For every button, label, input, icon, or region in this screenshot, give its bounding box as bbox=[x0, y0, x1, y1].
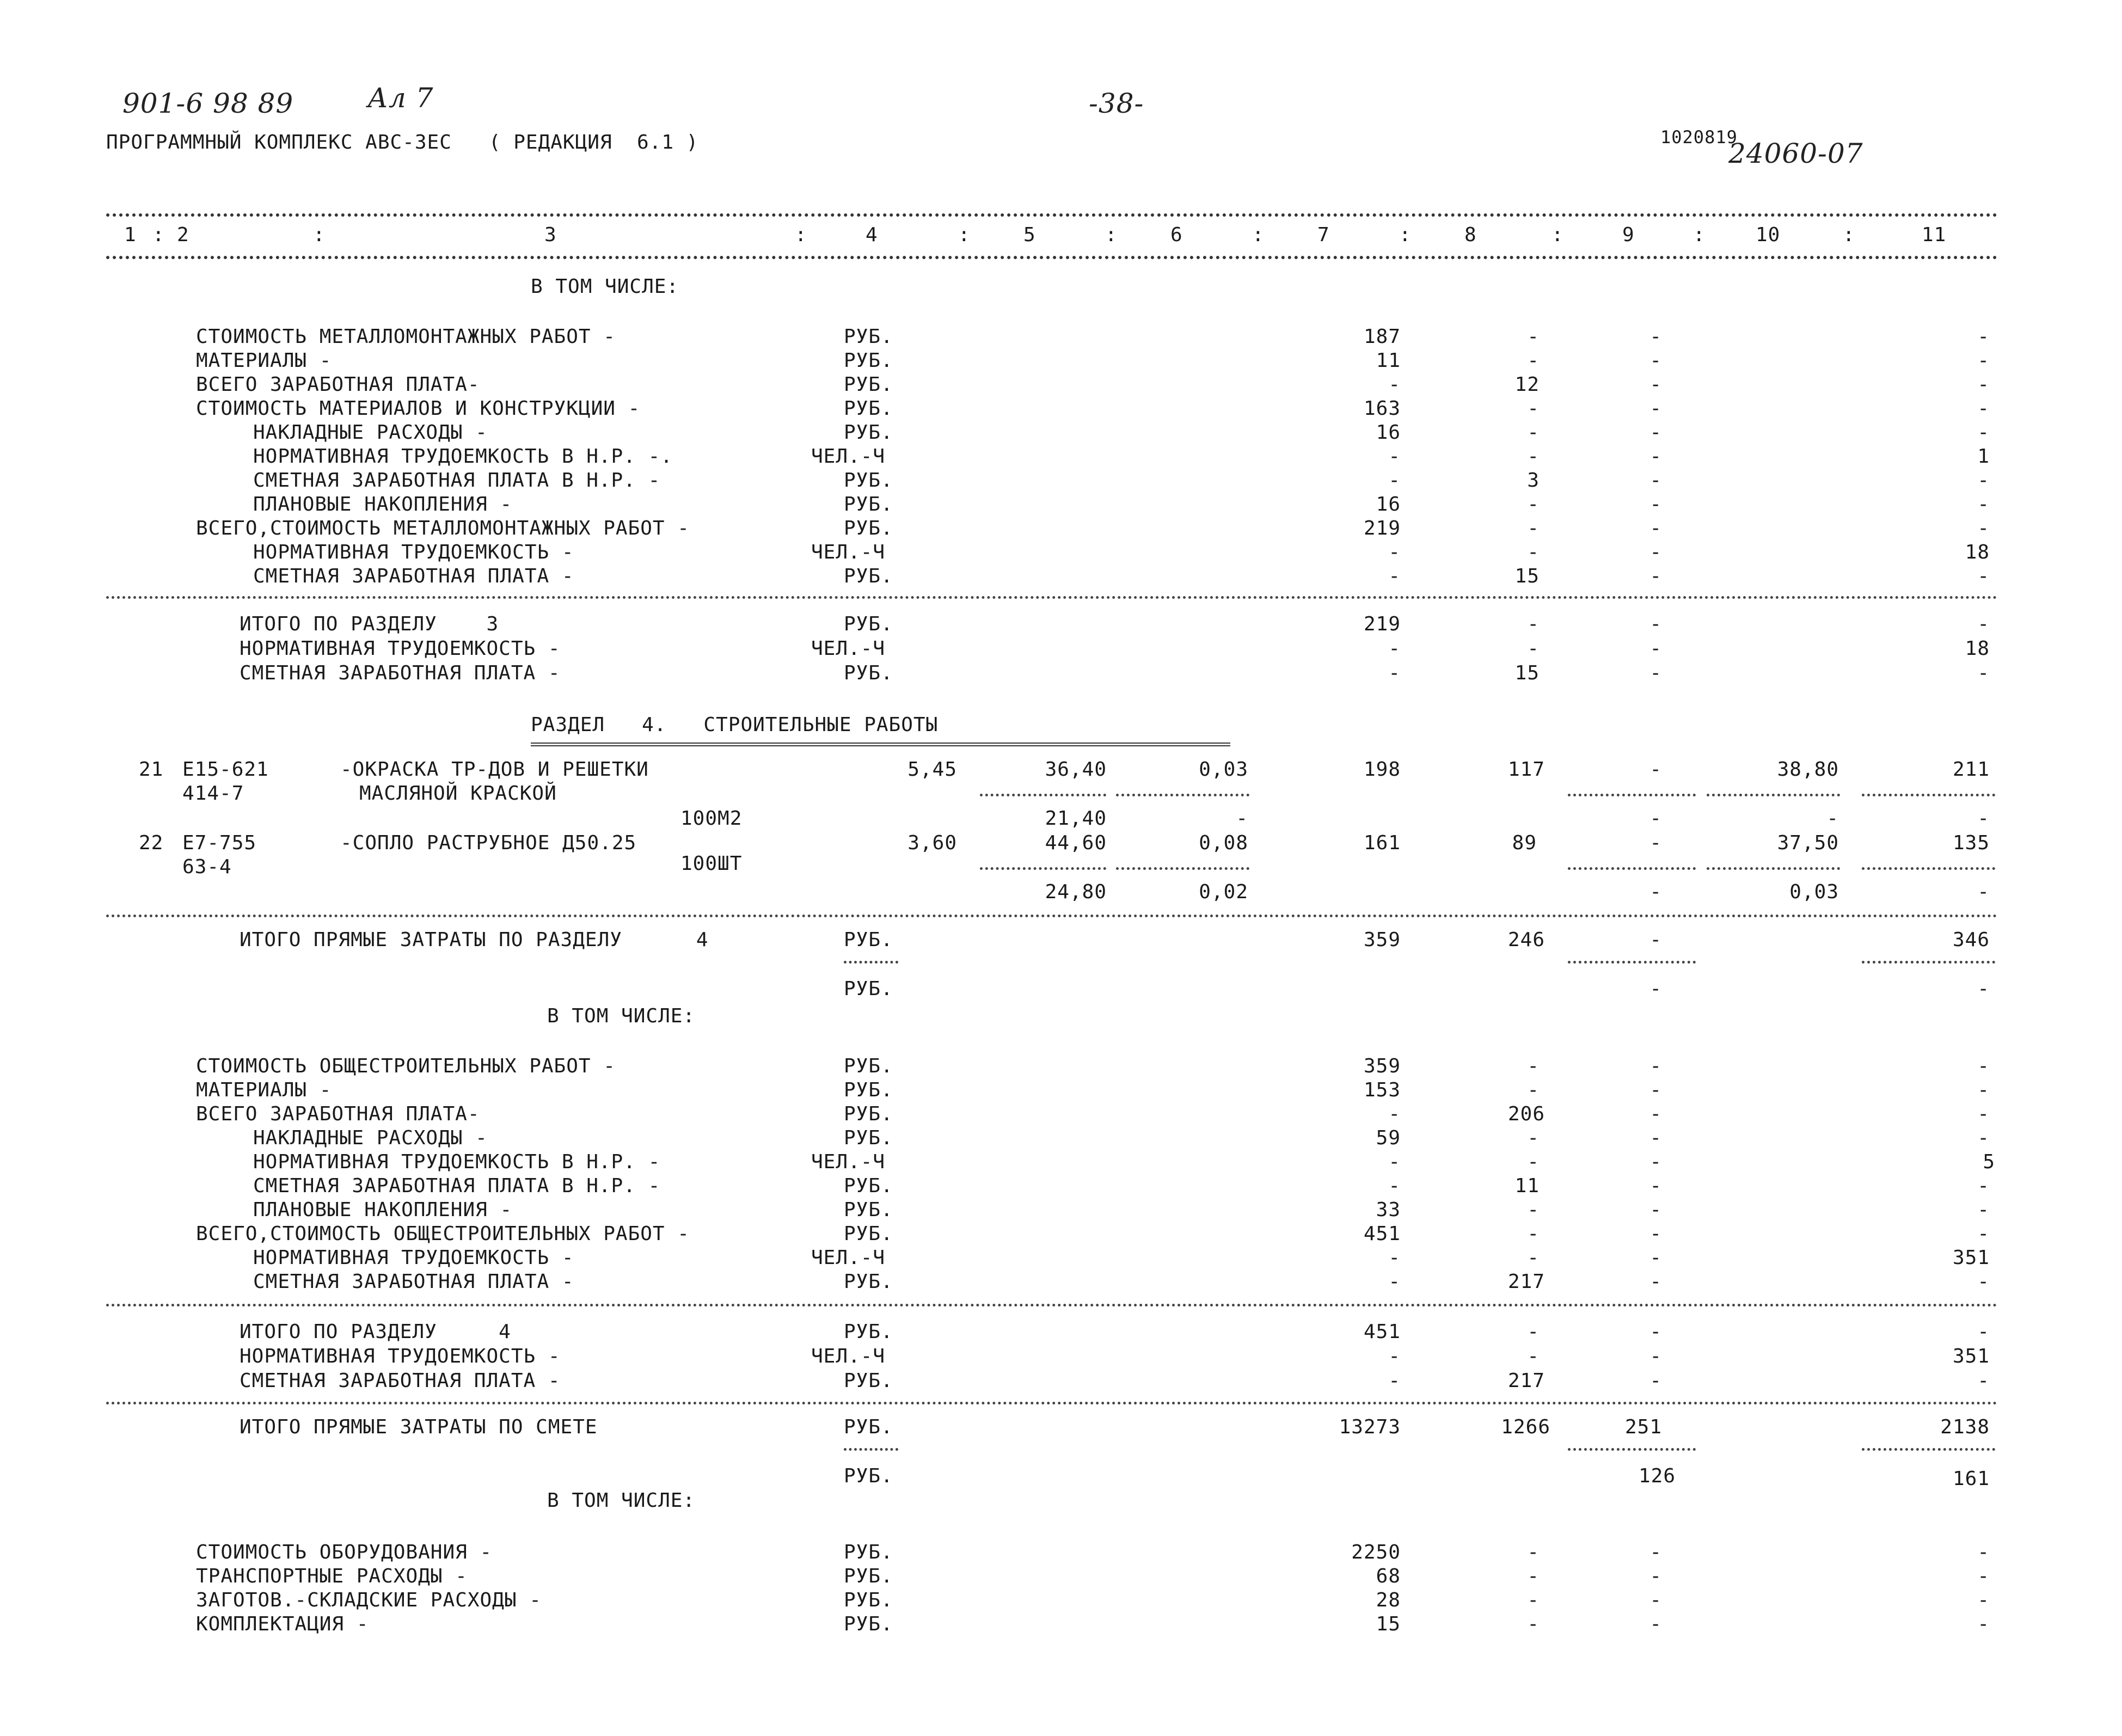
col9-value: - bbox=[1649, 445, 1662, 468]
row-label: ПЛАНОВЫЕ НАКОПЛЕНИЯ - bbox=[253, 1199, 513, 1221]
col11-wage-value: - bbox=[1977, 881, 1990, 903]
row-unit: РУБ. bbox=[844, 1370, 893, 1392]
col7-value: - bbox=[1388, 1345, 1401, 1367]
col-header-9: 9 bbox=[1622, 224, 1635, 246]
section4-title: РАЗДЕЛ 4. СТРОИТЕЛЬНЫЕ РАБОТЫ bbox=[531, 714, 939, 736]
col11-value: - bbox=[1977, 1079, 1990, 1101]
col8-value: - bbox=[1527, 326, 1540, 348]
col8-value: - bbox=[1527, 421, 1540, 444]
col8-value: - bbox=[1527, 517, 1540, 539]
col7-value: 198 bbox=[1363, 758, 1401, 781]
col-header-10: 10 bbox=[1756, 224, 1781, 246]
row-label: СМЕТНАЯ ЗАРАБОТНАЯ ПЛАТА - bbox=[240, 1370, 561, 1392]
col9-value: - bbox=[1649, 832, 1662, 854]
subline bbox=[1568, 961, 1696, 964]
col8-value: - bbox=[1527, 1565, 1540, 1587]
row-unit: РУБ. bbox=[844, 493, 893, 516]
col9-value: - bbox=[1649, 662, 1662, 684]
col11-value: - bbox=[1977, 662, 1990, 684]
col-header-11: 11 bbox=[1922, 224, 1947, 246]
item-number: 21 bbox=[139, 758, 164, 781]
col7-value: - bbox=[1388, 469, 1401, 492]
row-unit: РУБ. bbox=[844, 1055, 893, 1077]
row-unit: РУБ. bbox=[844, 1416, 893, 1438]
col-header-3: 3 bbox=[544, 224, 557, 246]
header-top-rule bbox=[106, 213, 1998, 217]
row-label: ИТОГО ПО РАЗДЕЛУ 3 bbox=[240, 613, 499, 635]
row-unit: РУБ. bbox=[844, 1613, 893, 1635]
col-sep: : bbox=[1693, 224, 1706, 246]
subline bbox=[1707, 867, 1840, 870]
row-label: ВСЕГО,СТОИМОСТЬ МЕТАЛЛОМОНТАЖНЫХ РАБОТ - bbox=[196, 517, 690, 539]
col11-value: 135 bbox=[1952, 832, 1990, 854]
col7-value: 451 bbox=[1363, 1321, 1401, 1343]
subline bbox=[1568, 867, 1696, 870]
col8-value: - bbox=[1527, 1223, 1540, 1245]
col11-value: 351 bbox=[1952, 1345, 1990, 1367]
section-rule bbox=[106, 1304, 1998, 1306]
col11-value: 18 bbox=[1965, 637, 1990, 660]
subline bbox=[1862, 961, 1995, 964]
subline bbox=[1707, 794, 1840, 796]
col7-value: 16 bbox=[1376, 421, 1401, 444]
col9-wage-value: - bbox=[1649, 807, 1662, 830]
col8-value: - bbox=[1527, 1247, 1540, 1269]
col9-value: - bbox=[1649, 637, 1662, 660]
col11-value: - bbox=[1977, 397, 1990, 420]
item-unit: 100М2 bbox=[680, 807, 743, 830]
row-label: НОРМАТИВНАЯ ТРУДОЕМКОСТЬ В Н.Р. - bbox=[253, 1151, 661, 1173]
col9-wage-value: - bbox=[1649, 978, 1662, 1000]
row-unit: РУБ. bbox=[844, 1223, 893, 1245]
program-title: ПРОГРАММНЫЙ КОМПЛЕКС АВС-ЗЕС ( РЕДАКЦИЯ 6.1 ) bbox=[106, 131, 699, 154]
in-that-number-label: В ТОМ ЧИСЛЕ: bbox=[547, 1489, 696, 1512]
col-sep: : bbox=[152, 224, 165, 246]
row-unit: ЧЕЛ.-Ч bbox=[811, 637, 886, 660]
col11-value: - bbox=[1977, 1199, 1990, 1221]
row-unit: ЧЕЛ.-Ч bbox=[811, 1345, 886, 1367]
row-unit: ЧЕЛ.-Ч bbox=[811, 1247, 886, 1269]
col7-value: - bbox=[1388, 1370, 1401, 1392]
col8-value: - bbox=[1527, 1589, 1540, 1611]
col9-value: - bbox=[1649, 1247, 1662, 1269]
subline bbox=[1862, 867, 1995, 870]
col9-wage-value: 126 bbox=[1638, 1465, 1676, 1487]
col11-value: - bbox=[1977, 1541, 1990, 1563]
col9-value: - bbox=[1649, 326, 1662, 348]
row-label: ИТОГО ПРЯМЫЕ ЗАТРАТЫ ПО СМЕТЕ bbox=[240, 1416, 598, 1438]
col-sep: : bbox=[1551, 224, 1564, 246]
col-header-6: 6 bbox=[1170, 224, 1183, 246]
col9-value: - bbox=[1649, 1103, 1662, 1125]
row-label: ВСЕГО ЗАРАБОТНАЯ ПЛАТА- bbox=[196, 1103, 480, 1125]
item-rate-code: Е7-755 bbox=[182, 832, 257, 854]
row-unit: РУБ. bbox=[844, 373, 893, 396]
col-sep: : bbox=[313, 224, 326, 246]
col7-value: - bbox=[1388, 662, 1401, 684]
col11-value: - bbox=[1977, 1055, 1990, 1077]
col8-value: - bbox=[1527, 397, 1540, 420]
col9-value: - bbox=[1649, 1370, 1662, 1392]
col5-wage-value: 24,80 bbox=[1045, 881, 1107, 903]
item-rate-code: Е15-621 bbox=[182, 758, 269, 781]
col9-value: - bbox=[1649, 1079, 1662, 1101]
col8-value: - bbox=[1527, 1345, 1540, 1367]
col11-value: - bbox=[1977, 1103, 1990, 1125]
col9-value: - bbox=[1649, 1223, 1662, 1245]
col5-value: 44,60 bbox=[1045, 832, 1107, 854]
row-label: НАКЛАДНЫЕ РАСХОДЫ - bbox=[253, 1127, 488, 1149]
col-sep: : bbox=[795, 224, 807, 246]
col7-value: 451 bbox=[1363, 1223, 1401, 1245]
col9-value: - bbox=[1649, 1199, 1662, 1221]
col8-value: 117 bbox=[1507, 758, 1545, 781]
row-unit: ЧЕЛ.-Ч bbox=[811, 1151, 886, 1173]
section-rule bbox=[106, 1402, 1998, 1404]
col11-value: 5 bbox=[1983, 1151, 1995, 1173]
row-unit-2: РУБ. bbox=[844, 978, 893, 1000]
row-label: НОРМАТИВНАЯ ТРУДОЕМКОСТЬ - bbox=[240, 637, 561, 660]
subline bbox=[1568, 794, 1696, 796]
col8-value: - bbox=[1527, 1079, 1540, 1101]
col6-wage-value: 0,02 bbox=[1199, 881, 1248, 903]
col11-value: - bbox=[1977, 517, 1990, 539]
col9-value: - bbox=[1649, 1613, 1662, 1635]
col8-value: 15 bbox=[1514, 662, 1540, 684]
row-label: ТРАНСПОРТНЫЕ РАСХОДЫ - bbox=[196, 1565, 468, 1587]
row-unit: РУБ. bbox=[844, 421, 893, 444]
row-unit: РУБ. bbox=[844, 662, 893, 684]
col9-value: - bbox=[1649, 613, 1662, 635]
subline bbox=[844, 961, 898, 964]
col9-wage-value: - bbox=[1649, 881, 1662, 903]
col8-value: 89 bbox=[1512, 832, 1537, 854]
col9-value: - bbox=[1649, 421, 1662, 444]
col8-value: 217 bbox=[1507, 1370, 1545, 1392]
col9-value: - bbox=[1649, 758, 1662, 781]
subline bbox=[980, 867, 1106, 870]
row-unit: ЧЕЛ.-Ч bbox=[811, 445, 886, 468]
handwritten-project-code: 901-6 98 89 bbox=[122, 88, 294, 119]
col9-value: - bbox=[1649, 1541, 1662, 1563]
row-unit: РУБ. bbox=[844, 929, 893, 951]
row-label: НАКЛАДНЫЕ РАСХОДЫ - bbox=[253, 421, 488, 444]
item-price-code: 63-4 bbox=[182, 856, 232, 878]
col7-value: 13273 bbox=[1339, 1416, 1401, 1438]
col-sep: : bbox=[958, 224, 971, 246]
subline bbox=[844, 1448, 898, 1451]
handwritten-sheet-number: Ал 7 bbox=[367, 82, 434, 114]
row-label: НОРМАТИВНАЯ ТРУДОЕМКОСТЬ В Н.Р. -. bbox=[253, 445, 673, 468]
col9-value: - bbox=[1649, 541, 1662, 563]
subline bbox=[1116, 867, 1249, 870]
row-label: ЗАГОТОВ.-СКЛАДСКИЕ РАСХОДЫ - bbox=[196, 1589, 542, 1611]
col7-value: 28 bbox=[1376, 1589, 1401, 1611]
row-unit: РУБ. bbox=[844, 1103, 893, 1125]
row-unit: РУБ. bbox=[844, 1271, 893, 1293]
col9-value: - bbox=[1649, 1589, 1662, 1611]
in-that-number-label: В ТОМ ЧИСЛЕ: bbox=[547, 1005, 696, 1027]
header-bottom-rule bbox=[106, 256, 1998, 259]
col7-value: 219 bbox=[1363, 613, 1401, 635]
col5-value: 36,40 bbox=[1045, 758, 1107, 781]
row-unit: РУБ. bbox=[844, 1589, 893, 1611]
row-unit: РУБ. bbox=[844, 349, 893, 372]
col8-value: - bbox=[1527, 1321, 1540, 1343]
item-name: -ОКРАСКА ТР-ДОВ И РЕШЕТКИ bbox=[340, 758, 649, 781]
col8-value: 206 bbox=[1507, 1103, 1545, 1125]
handwritten-code: 24060-07 bbox=[1728, 138, 1863, 169]
col9-value: - bbox=[1649, 929, 1662, 951]
col11-value: - bbox=[1977, 326, 1990, 348]
col7-value: - bbox=[1388, 1175, 1401, 1197]
col7-value: - bbox=[1388, 1151, 1401, 1173]
subline bbox=[1862, 794, 1995, 796]
col8-value: - bbox=[1527, 1151, 1540, 1173]
col11-value: - bbox=[1977, 421, 1990, 444]
col9-value: - bbox=[1649, 1565, 1662, 1587]
col6-wage-value: - bbox=[1236, 807, 1248, 830]
row-label: НОРМАТИВНАЯ ТРУДОЕМКОСТЬ - bbox=[253, 541, 574, 563]
col8-value: 15 bbox=[1514, 565, 1540, 587]
col11-value: 211 bbox=[1952, 758, 1990, 781]
col8-value: 3 bbox=[1527, 469, 1540, 492]
col9-value: - bbox=[1649, 1175, 1662, 1197]
col7-value: 2250 bbox=[1351, 1541, 1401, 1563]
col10-value: 38,80 bbox=[1777, 758, 1839, 781]
col7-value: 219 bbox=[1363, 517, 1401, 539]
col-header-2: 2 bbox=[177, 224, 189, 246]
item-unit: 100ШТ bbox=[680, 852, 743, 875]
col9-value: - bbox=[1649, 349, 1662, 372]
col11-value: - bbox=[1977, 1565, 1990, 1587]
col-sep: : bbox=[1843, 224, 1855, 246]
col11-value: - bbox=[1977, 373, 1990, 396]
row-unit: РУБ. bbox=[844, 326, 893, 348]
col-header-1: 1 bbox=[124, 224, 137, 246]
col7-value: 68 bbox=[1376, 1565, 1401, 1587]
subline bbox=[1568, 1448, 1696, 1451]
col7-value: - bbox=[1388, 637, 1401, 660]
col-sep: : bbox=[1105, 224, 1118, 246]
row-label: ИТОГО ПРЯМЫЕ ЗАТРАТЫ ПО РАЗДЕЛУ 4 bbox=[240, 929, 709, 951]
col-header-8: 8 bbox=[1464, 224, 1477, 246]
col10-wage-value: 0,03 bbox=[1789, 881, 1839, 903]
col7-value: 33 bbox=[1376, 1199, 1401, 1221]
col10-wage-value: - bbox=[1826, 807, 1839, 830]
row-unit: РУБ. bbox=[844, 1541, 893, 1563]
col11-value: - bbox=[1977, 1223, 1990, 1245]
col11-value: 351 bbox=[1952, 1247, 1990, 1269]
col-header-5: 5 bbox=[1023, 224, 1036, 246]
col11-value: 18 bbox=[1965, 541, 1990, 563]
col9-value: - bbox=[1649, 1345, 1662, 1367]
row-label: МАТЕРИАЛЫ - bbox=[196, 349, 332, 372]
col7-value: 16 bbox=[1376, 493, 1401, 516]
col11-value: 346 bbox=[1952, 929, 1990, 951]
row-unit: РУБ. bbox=[844, 1199, 893, 1221]
col-header-7: 7 bbox=[1317, 224, 1330, 246]
col8-value: - bbox=[1527, 1199, 1540, 1221]
col7-value: 11 bbox=[1376, 349, 1401, 372]
col8-value: - bbox=[1527, 1613, 1540, 1635]
col9-value: - bbox=[1649, 1055, 1662, 1077]
col11-wage-value: - bbox=[1977, 978, 1990, 1000]
col11-value: - bbox=[1977, 493, 1990, 516]
row-label: МАТЕРИАЛЫ - bbox=[196, 1079, 332, 1101]
col8-value: - bbox=[1527, 493, 1540, 516]
col7-value: - bbox=[1388, 565, 1401, 587]
subline bbox=[1116, 794, 1249, 796]
row-unit: РУБ. bbox=[844, 1321, 893, 1343]
row-label: ИТОГО ПО РАЗДЕЛУ 4 bbox=[240, 1321, 511, 1343]
section-rule bbox=[106, 915, 1998, 917]
row-label: СМЕТНАЯ ЗАРАБОТНАЯ ПЛАТА - bbox=[253, 565, 574, 587]
subline bbox=[1862, 1448, 1995, 1451]
row-label: СТОИМОСТЬ ОБОРУДОВАНИЯ - bbox=[196, 1541, 493, 1563]
in-that-number-label: В ТОМ ЧИСЛЕ: bbox=[531, 275, 679, 298]
row-label: НОРМАТИВНАЯ ТРУДОЕМКОСТЬ - bbox=[240, 1345, 561, 1367]
col8-value: 11 bbox=[1514, 1175, 1540, 1197]
col8-value: - bbox=[1527, 613, 1540, 635]
row-unit: РУБ. bbox=[844, 469, 893, 492]
col10-value: 37,50 bbox=[1777, 832, 1839, 854]
col4-quantity: 3,60 bbox=[907, 832, 957, 854]
col11-value: - bbox=[1977, 613, 1990, 635]
col7-value: - bbox=[1388, 1271, 1401, 1293]
col9-value: - bbox=[1649, 565, 1662, 587]
row-label: ВСЕГО ЗАРАБОТНАЯ ПЛАТА- bbox=[196, 373, 480, 396]
col7-value: - bbox=[1388, 1247, 1401, 1269]
row-label: СМЕТНАЯ ЗАРАБОТНАЯ ПЛАТА В Н.Р. - bbox=[253, 469, 661, 492]
col7-value: 359 bbox=[1363, 1055, 1401, 1077]
col9-value: - bbox=[1649, 397, 1662, 420]
section-rule bbox=[106, 596, 1998, 599]
col11-value: - bbox=[1977, 1175, 1990, 1197]
row-label: КОМПЛЕКТАЦИЯ - bbox=[196, 1613, 369, 1635]
col11-value: - bbox=[1977, 469, 1990, 492]
row-unit: РУБ. bbox=[844, 397, 893, 420]
handwritten-page-number: -38- bbox=[1089, 88, 1144, 119]
col7-value: 59 bbox=[1376, 1127, 1401, 1149]
col9-value: - bbox=[1649, 469, 1662, 492]
col7-value: 163 bbox=[1363, 397, 1401, 420]
col9-value: - bbox=[1649, 1321, 1662, 1343]
col8-value: - bbox=[1527, 1127, 1540, 1149]
col-sep: : bbox=[1252, 224, 1265, 246]
col8-value: - bbox=[1527, 1055, 1540, 1077]
col8-value: - bbox=[1527, 445, 1540, 468]
row-unit: РУБ. bbox=[844, 517, 893, 539]
col8-value: 12 bbox=[1514, 373, 1540, 396]
subline bbox=[980, 794, 1106, 796]
row-unit-2: РУБ. bbox=[844, 1465, 893, 1487]
col5-wage-value: 21,40 bbox=[1045, 807, 1107, 830]
col8-value: 217 bbox=[1507, 1271, 1545, 1293]
col11-value: 1 bbox=[1977, 445, 1990, 468]
row-unit: ЧЕЛ.-Ч bbox=[811, 541, 886, 563]
col7-value: 359 bbox=[1363, 929, 1401, 951]
col-header-4: 4 bbox=[866, 224, 878, 246]
row-unit: РУБ. bbox=[844, 1175, 893, 1197]
col11-value: - bbox=[1977, 349, 1990, 372]
col11-value: - bbox=[1977, 1271, 1990, 1293]
row-unit: РУБ. bbox=[844, 1079, 893, 1101]
item-price-code: 414-7 bbox=[182, 782, 244, 805]
col4-quantity: 5,45 bbox=[907, 758, 957, 781]
col11-value: - bbox=[1977, 1321, 1990, 1343]
col9-value: - bbox=[1649, 493, 1662, 516]
row-label: СТОИМОСТЬ ОБЩЕСТРОИТЕЛЬНЫХ РАБОТ - bbox=[196, 1055, 616, 1077]
document-number: 1020819 bbox=[1660, 127, 1738, 148]
col11-wage-value: 161 bbox=[1952, 1468, 1990, 1490]
col8-value: - bbox=[1527, 637, 1540, 660]
col9-value: - bbox=[1649, 1127, 1662, 1149]
col11-value: - bbox=[1977, 1370, 1990, 1392]
row-unit: РУБ. bbox=[844, 613, 893, 635]
col7-value: 153 bbox=[1363, 1079, 1401, 1101]
col9-value: - bbox=[1649, 517, 1662, 539]
col9-value: 251 bbox=[1624, 1416, 1662, 1438]
col7-value: - bbox=[1388, 1103, 1401, 1125]
col7-value: - bbox=[1388, 445, 1401, 468]
item-name-cont: МАСЛЯНОЙ КРАСКОЙ bbox=[359, 782, 557, 805]
col11-value: 2138 bbox=[1940, 1416, 1990, 1438]
col9-value: - bbox=[1649, 373, 1662, 396]
col7-value: 187 bbox=[1363, 326, 1401, 348]
row-label: СМЕТНАЯ ЗАРАБОТНАЯ ПЛАТА - bbox=[253, 1271, 574, 1293]
col7-value: - bbox=[1388, 373, 1401, 396]
col8-value: 1266 bbox=[1501, 1416, 1550, 1438]
col11-value: - bbox=[1977, 1127, 1990, 1149]
col11-wage-value: - bbox=[1977, 807, 1990, 830]
col8-value: - bbox=[1527, 349, 1540, 372]
row-label: НОРМАТИВНАЯ ТРУДОЕМКОСТЬ - bbox=[253, 1247, 574, 1269]
col7-value: 15 bbox=[1376, 1613, 1401, 1635]
item-name: -СОПЛО РАСТРУБНОЕ Д50.25 bbox=[340, 832, 637, 854]
row-label: СТОИМОСТЬ МАТЕРИАЛОВ И КОНСТРУКЦИИ - bbox=[196, 397, 641, 420]
col6-value: 0,08 bbox=[1199, 832, 1248, 854]
row-label: СТОИМОСТЬ МЕТАЛЛОМОНТАЖНЫХ РАБОТ - bbox=[196, 326, 616, 348]
row-label: СМЕТНАЯ ЗАРАБОТНАЯ ПЛАТА - bbox=[240, 662, 561, 684]
section4-title-underline bbox=[531, 743, 1230, 746]
item-number: 22 bbox=[139, 832, 164, 854]
col7-value: - bbox=[1388, 541, 1401, 563]
row-unit: РУБ. bbox=[844, 565, 893, 587]
col11-value: - bbox=[1977, 1589, 1990, 1611]
col9-value: - bbox=[1649, 1151, 1662, 1173]
row-label: ПЛАНОВЫЕ НАКОПЛЕНИЯ - bbox=[253, 493, 513, 516]
col6-value: 0,03 bbox=[1199, 758, 1248, 781]
row-label: СМЕТНАЯ ЗАРАБОТНАЯ ПЛАТА В Н.Р. - bbox=[253, 1175, 661, 1197]
col7-value: 161 bbox=[1363, 832, 1401, 854]
row-unit: РУБ. bbox=[844, 1565, 893, 1587]
col9-value: - bbox=[1649, 1271, 1662, 1293]
col11-value: - bbox=[1977, 565, 1990, 587]
col11-value: - bbox=[1977, 1613, 1990, 1635]
col8-value: - bbox=[1527, 541, 1540, 563]
col8-value: 246 bbox=[1507, 929, 1545, 951]
col8-value: - bbox=[1527, 1541, 1540, 1563]
row-unit: РУБ. bbox=[844, 1127, 893, 1149]
col-sep: : bbox=[1399, 224, 1412, 246]
row-label: ВСЕГО,СТОИМОСТЬ ОБЩЕСТРОИТЕЛЬНЫХ РАБОТ - bbox=[196, 1223, 690, 1245]
